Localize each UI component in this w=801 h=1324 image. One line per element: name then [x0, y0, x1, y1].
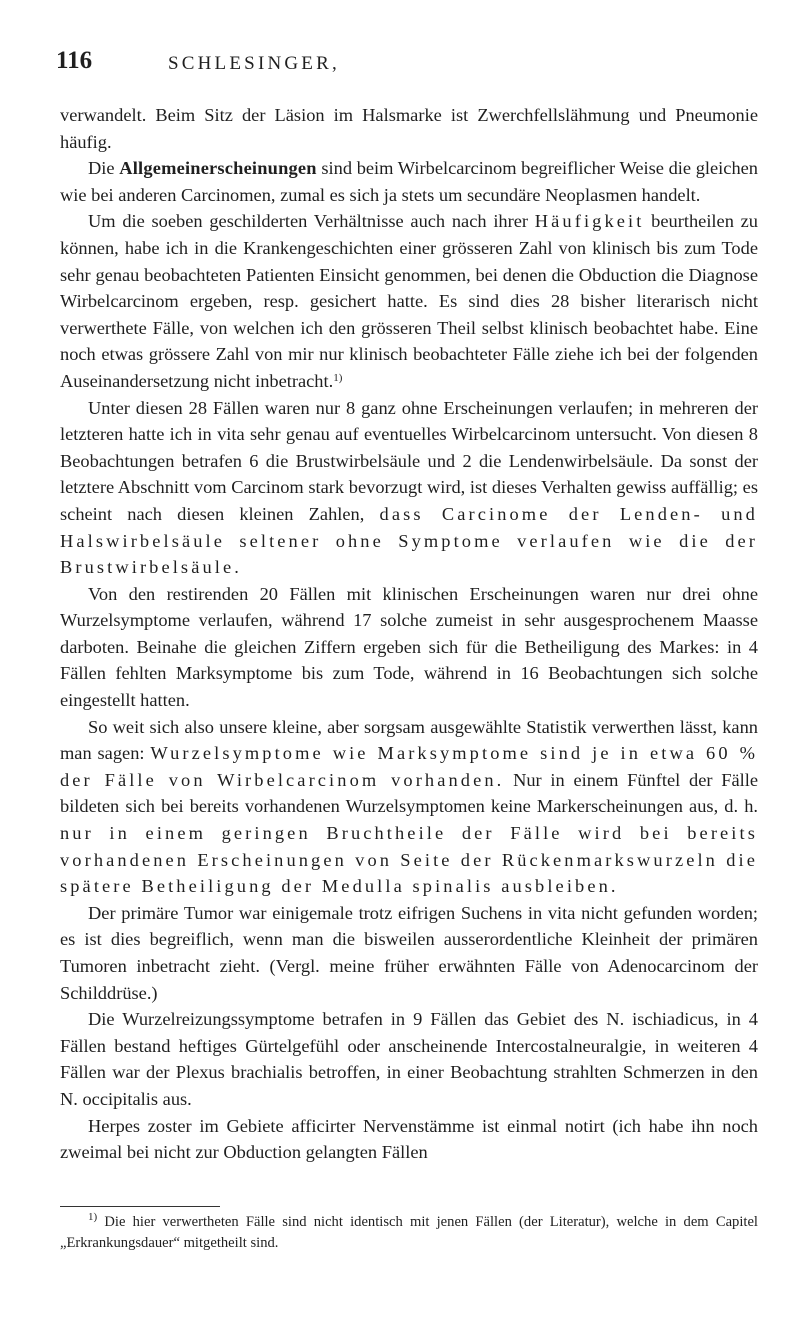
text-run: dass Carcinome der Lenden- und Halswirbelsäule seltener ohne Symptome verlaufen wie die der Brustwirbelsäule. [60, 503, 758, 578]
text-run: Die [88, 158, 120, 179]
footnote-rule [60, 1206, 220, 1207]
text-run: Allgemeinerscheinungen [119, 158, 317, 179]
text-run: beurtheilen zu können, habe ich in die Krankengeschichten einer grösseren Zahl von klinisch bis zum Tode sehr genau beobachteten Patienten Einsicht genommen, bei denen die Obduction die Diagnose Wirbelcarcinom ergeben, resp. gesichert hatte. Es sind dies 28 bisher literarisch nicht verwerthete Fälle, von welchen ich den grösseren Theil selbst klinisch beobachtet habe. Eine noch etwas grössere Zahl von mir nur klinisch beobachteter Fälle ziehe ich bei der folgenden Auseinandersetzung nicht inbetracht. [60, 211, 758, 391]
text-run: Unter diesen 28 Fällen waren nur 8 ganz ohne Erscheinungen verlaufen; in mehreren der letzteren hatte ich in vita sehr genau auf eventuelles Wirbelcarcinom untersucht. Von diesen 8 Beobachtungen betrafen 6 die Brustwirbelsäule und 2 die Lendenwirbelsäule. Da sonst der letztere Abschnitt vom Carcinom stark bevorzugt wird, ist dieses Verhalten gewiss auffällig; es scheint nach diesen kleinen Zahlen, [60, 397, 758, 524]
paragraph [60, 1113, 758, 1166]
text-run: nur in einem geringen Bruchtheile der Fälle wird bei bereits vorhandenen Erscheinungen von Seite der Rückenmarkswurzeln die spätere Betheiligung der Medulla spinalis ausbleiben. [60, 823, 758, 897]
text-run: Nur in einem Fünftel der Fälle bildeten sich bei bereits vorhandenen Wurzelsymptomen keine Markerscheinungen aus, d. h. [60, 769, 758, 817]
footnote [60, 1212, 758, 1254]
footnote-reference: 1) [333, 371, 343, 384]
page-header [56, 46, 756, 80]
text-run: Häufigkeit [534, 211, 645, 232]
paragraph [60, 1006, 758, 1112]
body-text [60, 102, 758, 1166]
text-run: Wurzelsymptome wie Marksymptome sind je in etwa 60 % der Fälle von Wirbelcarcinom vorhanden. [60, 743, 758, 790]
text-run: Der primäre Tumor war einigemale trotz eifrigen Suchens in vita nicht gefunden worden; es ist dies begreiflich, wenn man die bisweilen ausserordentliche Kleinheit der primären Tumoren inbetracht zieht. (Vergl. meine früher erwähnten Fälle von Adenocarcinom der Schilddrüse.) [60, 902, 758, 1003]
footnote-text: Die hier verwertheten Fälle sind nicht identisch mit jenen Fällen (der Literatur), welche in dem Capitel „Erkrankungsdauer“ mitgetheilt sind. [60, 1214, 758, 1251]
paragraph [60, 900, 758, 1006]
text-run: verwandelt. Beim Sitz der Läsion im Halsmarke ist Zwerchfellslähmung und Pneumonie häufig. [60, 105, 758, 152]
paragraph [60, 102, 758, 155]
text-run: Von den restirenden 20 Fällen mit klinischen Erscheinungen waren nur drei ohne Wurzelsymptome verlaufen, während 17 solche zumeist in sehr ausgesprochenem Maasse darboten. Beinahe die gleichen Ziffern ergeben sich für die Betheiligung des Markes: in 4 Fällen fehlten Marksymptome bis zum Tode, während in 16 Beobachtungen sich solche eingestellt hatten. [60, 583, 758, 711]
text-run: Die Wurzelreizungssymptome betrafen in 9 Fällen das Gebiet des N. ischiadicus, in 4 Fällen bestand heftiges Gürtelgefühl oder anscheinende Intercostalneuralgie, in weiteren 4 Fällen war der Plexus brachialis betroffen, in einer Beobachtung strahlten Schmerzen in den N. occipitalis aus. [60, 1009, 758, 1109]
paragraph [60, 208, 758, 394]
paragraph [60, 581, 758, 714]
paragraph [60, 155, 758, 208]
paragraph [60, 714, 758, 900]
text-run: Herpes zoster im Gebiete afficirter Nervenstämme ist einmal notirt (ich habe ihn noch zweimal bei nicht zur Obduction gelangten Fällen [60, 1115, 758, 1163]
page-number: 116 [56, 47, 93, 74]
text-run: So weit sich also unsere kleine, aber sorgsam ausgewählte Statistik verwerthen lässt, kann man sagen: [60, 716, 758, 764]
text-run: Um die soeben geschilderten Verhältnisse auch nach ihrer [88, 211, 535, 232]
text-run: sind beim Wirbelcarcinom begreiflicher Weise die gleichen wie bei anderen Carcinomen, zumal es sich ja stets um secundäre Neoplasmen handelt. [60, 158, 758, 205]
footnote-marker: 1) [88, 1211, 98, 1223]
running-head: SCHLESINGER, [168, 53, 340, 74]
paragraph [60, 395, 758, 581]
